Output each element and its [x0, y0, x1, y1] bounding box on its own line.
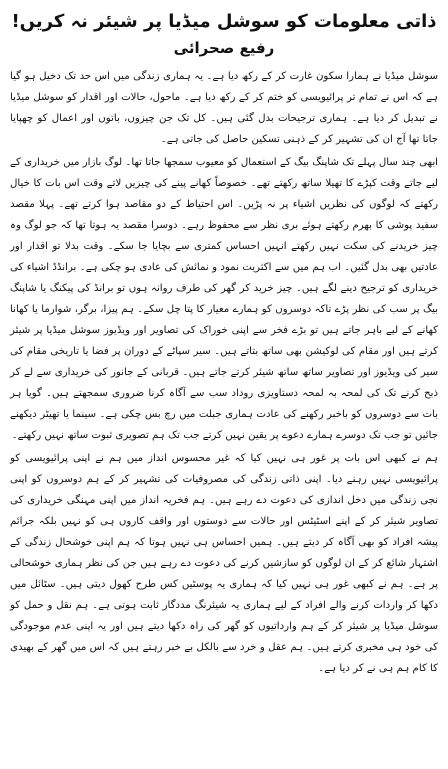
article-body — [10, 66, 438, 679]
article-paragraph-2: ابھی چند سال پہلے تک شاپنگ بیگ کے استعمال کو معیوب سمجھا جاتا تھا۔ لوگ بازار میں خریداری کے لیے جاتے وقت کپڑے کا تھیلا ساتھ رکھتے تھے۔ خصوصاً کھانے پینے کی چیزیں لاتے وقت اس بات کا خیال رکھتے کہ لوگوں کی نظریں اشیاء پر نہ پڑیں۔ اس احتیاط کے دو مقاصد ہوا کرتے تھے۔ پہلا مقصد سفید پوشی کا بھرم رکھتے ہوئے بری نظر سے محفوظ رہے۔ دوسرا مقصد یہ ہوتا تھا کہ جو لوگ وہ چیز خریدنے کی سکت نہیں رکھتے انہیں احساس کمتری سے بچایا جا سکے۔ وقت بدلا تو اقدار اور عادتیں بھی بدل گئیں۔ اب ہم میں سے اکثریت نمود و نمائش کی عادی ہو چکی ہے۔ برانڈڈ اشیاء کی خریداری کو ترجیح دینے لگے ہیں۔ چیز خرید کر گھر کی طرف روانہ ہوں تو برانڈ کی پیکنگ یا شاپنگ بیگ پر سب کی نظر پڑے تاکہ دوسروں کو ہمارے معیار کا پتا چل سکے۔ ہم پیزا، برگر، شوارما یا کھانا کھانے کے لیے باہر جاتے ہیں تو بڑے فخر سے اپنی خوراک کی تصاویر اور ویڈیوز سوشل میڈیا پر شیئر کرتے ہیں اور مقام کی لوکیشن بھی ساتھ بتاتے ہیں۔ سیر سپاٹے کے دوران پر فضا یا تاریخی مقام کی سیر کی ویڈیوز اور تصاویر ساتھ ساتھ شیئر کرتے جاتے ہیں۔ قربانی کے جانور کی خریداری سے لے کر ذبح کرنے تک کی لمحہ بہ لمحہ دستاویزی روداد سب سے آگاہ کرنا ضروری سمجھتے ہیں۔ گویا ہر بات سے دوسروں کو باخبر رکھنے کی عادت ہماری جبلت میں رچ بس چکی ہے۔ سینما یا تھیٹر دیکھنے جائیں تو جب تک دوسرے ہمارے دعوے پر یقین نہیں کرتے جب تک ہم تصویری ثبوت ساتھ نہیں رکھتے۔ — [10, 157, 438, 441]
article-paragraph-3: ہم نے کبھی اس بات پر غور ہی نہیں کیا کہ غیر محسوس انداز میں ہم نے اپنی پرائیویسی کو پرائیویسی نہیں رہنے دیا۔ اپنی ذاتی زندگی کی مصروفیات کی تشہیر کر کے ہم دوسروں کو اپنی نجی زندگی میں دخل اندازی کی دعوت دے رہے ہیں۔ ہم فخریہ انداز میں اپنی مہنگی خریداری کی تصاویر شیئر کر کے اپنے اسٹیٹس اور حالات سے دوستوں اور واقف کاروں ہی کو نہیں بلکہ جرائم پیشہ افراد کو بھی آگاہ کر دیتے ہیں۔ ہمیں احساس ہی نہیں ہوتا کہ ہم اپنی خوشحال زندگی کے اشتہار شائع کر کے ان لوگوں کو سازشیں کرنے کی دعوت دے رہے ہیں جن کی نظر ہماری خوشحالی پر ہے۔ ہم نے کبھی غور ہی نہیں کیا کہ ہماری یہ پوسٹیں کس طرح کھول دیتی ہیں۔ سٹائل میں دکھا کر واردات کرنے والے افراد کے لیے ہماری یہ شیئرنگ مددگار ثابت ہوتی ہے۔ ہم نقل و حمل کو سوشل میڈیا پر شیئر کر کے ہم وارداتیوں کو گھر کی راہ دکھا دیتے ہیں اور یہ اپنی عدم موجودگی کی خود ہی مخبری کرتے ہیں۔ ہم عقل و خرد سے بالکل بے خبر رہتے ہیں کہ اس میں گھر کے بھیدی کا کام ہم ہی نے کر دیا ہے۔ — [10, 453, 438, 674]
article-headline: ذاتی معلومات کو سوشل میڈیا پر شیئر نہ کریں! — [11, 11, 437, 32]
article-author: رفیع صحرائی — [173, 39, 275, 57]
article-paragraph-1: سوشل میڈیا نے ہمارا سکون غارت کر کے رکھ دیا ہے۔ یہ ہماری زندگی میں اس حد تک دخیل ہو گیا ہے کہ اس نے تمام تر پرائیویسی کو ختم کر کے رکھ دیا ہے۔ ماحول، حالات اور اقدار کو سوشل میڈیا نے تبدیل کر دیا ہے۔ ہماری ترجیحات بدل گئی ہیں۔ کل تک جن چیزوں، باتوں اور اعمال کو چھپایا جاتا تھا آج ان کی تشہیر کر کے ذہنی تسکین حاصل کی جاتی ہے۔ — [10, 71, 438, 145]
